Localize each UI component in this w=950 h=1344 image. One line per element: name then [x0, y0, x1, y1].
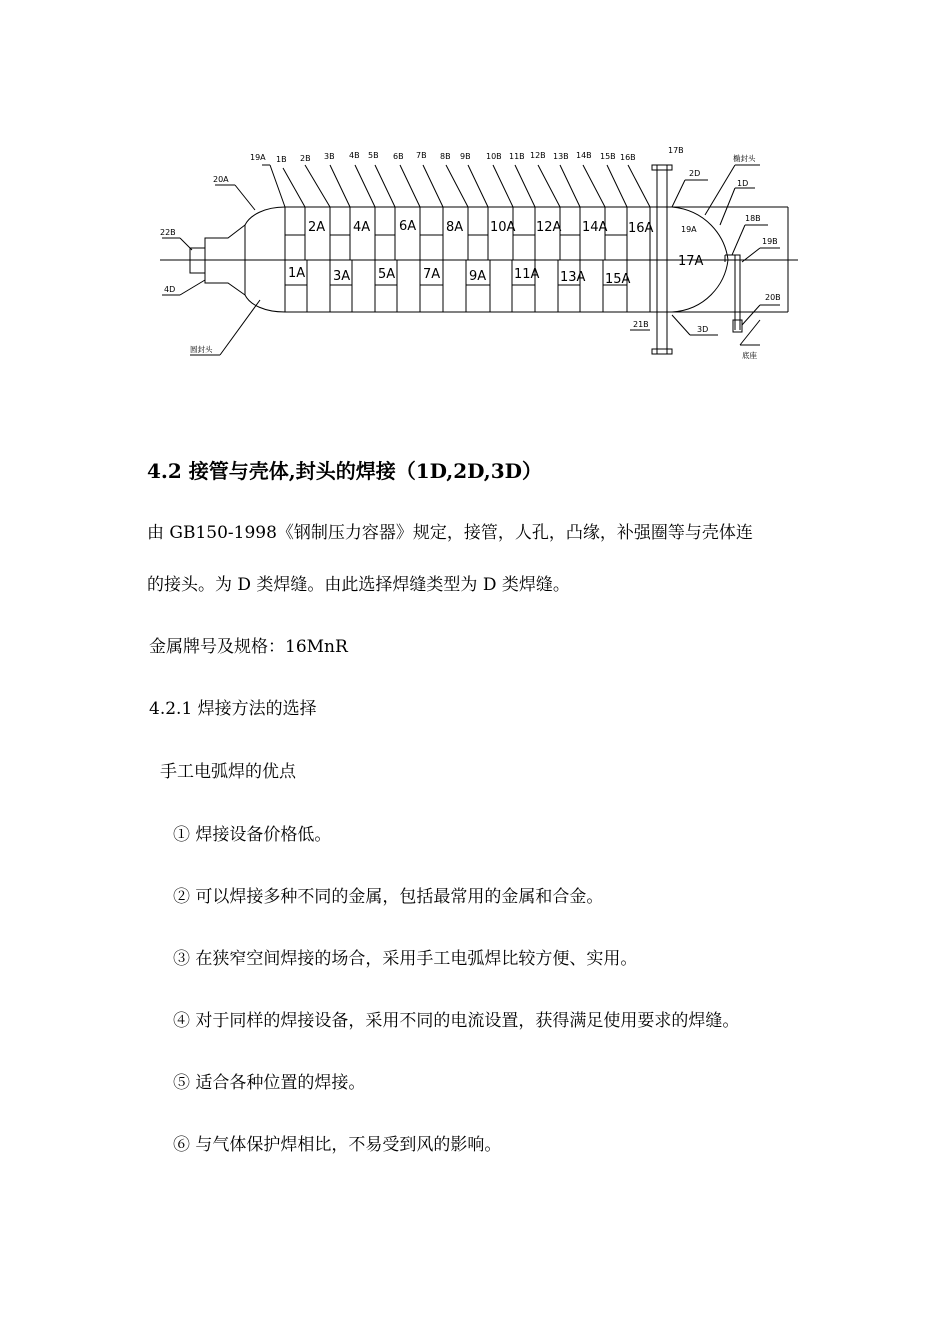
seam-12A: 12A [536, 220, 562, 235]
pressure-vessel-weld-diagram [150, 140, 800, 380]
list-item: ⑥ 与气体保护焊相比，不易受到风的影响。 [173, 1135, 502, 1155]
paragraph-line-2: 的接头。为 D 类焊缝。由此选择焊缝类型为 D 类焊缝。 [147, 575, 570, 595]
seam-8A: 8A [446, 220, 464, 235]
top-flange [652, 165, 672, 170]
callout-base: 底座 [742, 351, 757, 360]
label-12B: 12B [530, 151, 546, 160]
list-item: ④ 对于同样的焊接设备，采用不同的电流设置，获得满足使用要求的焊缝。 [173, 1011, 740, 1031]
callout-21B: 21B [633, 320, 649, 329]
subsection-heading: 4.2.1 焊接方法的选择 [149, 699, 317, 719]
leader-20A-b [235, 185, 255, 210]
label-16B: 16B [620, 153, 636, 162]
callout-20B: 20B [765, 293, 781, 302]
material-spec: 金属牌号及规格：16MnR [149, 637, 348, 657]
callout-19A-right: 19A [681, 225, 697, 234]
leader-22B-b [180, 238, 192, 250]
seam-11A: 11A [514, 267, 540, 282]
seam-13A: 13A [560, 270, 586, 285]
seam-1A: 1A [288, 266, 306, 281]
advantages-title: 手工电弧焊的优点 [160, 762, 296, 782]
label-11B: 11B [509, 152, 525, 161]
seam-14A: 14A [582, 220, 608, 235]
list-item: ⑤ 适合各种位置的焊接。 [173, 1073, 366, 1093]
leader-2D-b [672, 180, 685, 207]
callout-18B: 18B [745, 214, 761, 223]
label-10B: 10B [486, 152, 502, 161]
label-15B: 15B [600, 152, 616, 161]
label-9B: 9B [460, 152, 471, 161]
leader-20B-b [742, 305, 760, 325]
label-6B: 6B [393, 152, 404, 161]
label-1B: 1B [276, 155, 287, 164]
callout-1D: 1D [737, 179, 749, 188]
label-3B: 3B [324, 152, 335, 161]
label-5B: 5B [368, 151, 379, 160]
seam-9A: 9A [469, 269, 487, 284]
bottom-flange [652, 349, 672, 354]
callout-20A: 20A [213, 175, 229, 184]
top-label-group [250, 151, 636, 164]
lower-seams [285, 260, 650, 312]
top-leaders [262, 165, 650, 207]
callout-17A: 17A [678, 254, 704, 269]
list-item: ① 焊接设备价格低。 [173, 825, 332, 845]
label-19A: 19A [250, 153, 266, 162]
callout-label-group [160, 146, 781, 360]
lower-seam-label-group [288, 266, 631, 287]
leader-4D-b [180, 280, 205, 295]
seam-15A: 15A [605, 272, 631, 287]
callout-rear-head: 圆封头 [190, 345, 213, 354]
callout-2D: 2D [689, 169, 701, 178]
pipe-end [733, 320, 742, 332]
section-heading: 4.2 接管与壳体,封头的焊接（1D,2D,3D） [147, 459, 542, 483]
seam-4A: 4A [353, 220, 371, 235]
seam-16A: 16A [628, 221, 654, 236]
paragraph-line-1: 由 GB150-1998《钢制压力容器》规定，接管，人孔，凸缘，补强圈等与壳体连 [147, 523, 753, 543]
label-13B: 13B [553, 152, 569, 161]
label-8B: 8B [440, 152, 451, 161]
leader-rear-head-b [220, 300, 260, 355]
seam-10A: 10A [490, 220, 516, 235]
label-4B: 4B [349, 151, 360, 160]
seam-7A: 7A [423, 267, 441, 282]
upper-seam-label-group [308, 219, 654, 236]
callout-22B: 22B [160, 228, 176, 237]
label-7B: 7B [416, 151, 427, 160]
leader-18B-b [732, 225, 745, 255]
callout-3D: 3D [697, 325, 709, 334]
callout-4D: 4D [164, 285, 176, 294]
seam-3A: 3A [333, 269, 351, 284]
seam-2A: 2A [308, 220, 326, 235]
callout-right-head: 椭封头 [733, 154, 756, 163]
list-item: ② 可以焊接多种不同的金属，包括最常用的金属和合金。 [173, 887, 604, 907]
callout-19B: 19B [762, 237, 778, 246]
list-item: ③ 在狭窄空间焊接的场合，采用手工电弧焊比较方便、实用。 [173, 949, 638, 969]
label-2B: 2B [300, 154, 311, 163]
seam-6A: 6A [399, 219, 417, 234]
callout-17B: 17B [668, 146, 684, 155]
seam-5A: 5A [378, 267, 396, 282]
label-14B: 14B [576, 151, 592, 160]
leader-3D-b [672, 315, 690, 335]
